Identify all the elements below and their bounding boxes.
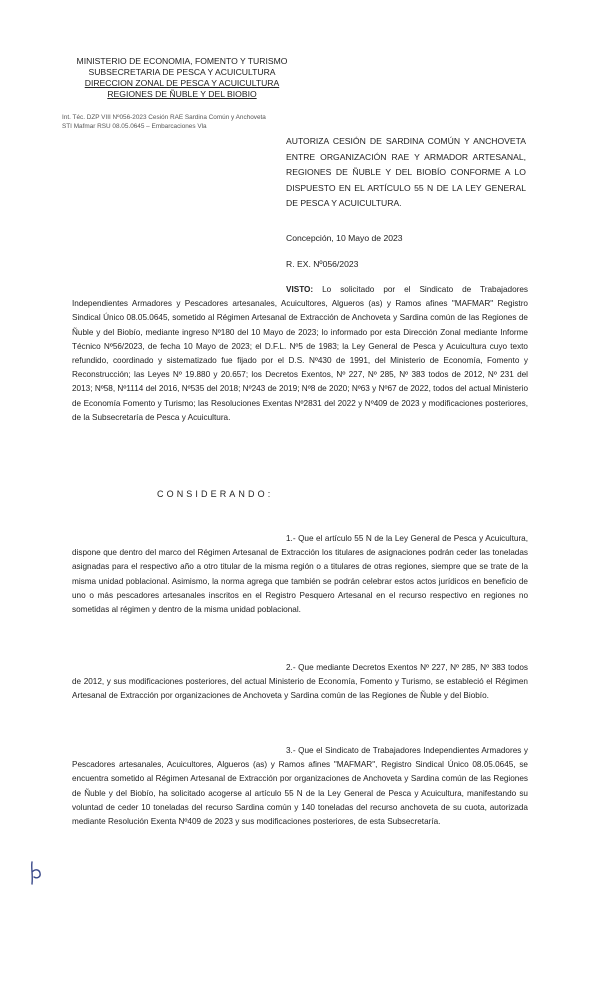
reference-line: Int. Téc. DZP VIII Nº056-2023 Cesión RAE Sardina Común y Anchoveta (62, 114, 266, 121)
place-date: Concepción, 10 Mayo de 2023 (286, 233, 403, 243)
visto-lead: VISTO: (286, 285, 314, 294)
letterhead (62, 56, 302, 100)
visto-paragraph (72, 283, 528, 425)
reference-line: STI Mafmar RSU 08.05.0645 – Embarcaciones Vla (62, 123, 207, 130)
considerando-paragraph-3: 3.- Que el Sindicato de Trabajadores Independientes Armadores y Pescadores artesanales, Acuicultores, Algueros (as) y Ramos afines "MAFMAR", Registro Sindical Único 08.05.0645, se encuentra sometido al Régimen Artesanal de Extracción por organizaciones de Anchoveta y Sardina común de las Regiones de Ñuble y del Biobío, ha solicitado acogerse al artículo 55 N de la Ley General de Pesca y Acuicultura, manifestando su voluntad de ceder 10 toneladas del recurso Sardina común y 140 toneladas del recurso anchoveta de su cuota, autorizada mediante Resolución Exenta Nº409 de 2023 y sus modificaciones posteriores, de esta Subsecretaría. (72, 746, 528, 827)
handwritten-initials (28, 860, 46, 886)
reference-note (62, 113, 312, 131)
letterhead-ministry: MINISTERIO DE ECONOMIA, FOMENTO Y TURISMO (76, 56, 288, 66)
letterhead-zonal-direction: DIRECCION ZONAL DE PESCA Y ACUICULTURA (84, 78, 280, 88)
resolution-number: R. EX. Nº056/2023 (286, 259, 359, 269)
considerando-heading: CONSIDERANDO: (157, 489, 274, 499)
resolution-title: AUTORIZA CESIÓN DE SARDINA COMÚN Y ANCHOVETA ENTRE ORGANIZACIÓN RAE Y ARMADOR ARTESANAL, REGIONES DE ÑUBLE Y DEL BIOBÍO CONFORME A LO DISPUESTO EN EL ARTÍCULO 55 N DE LA LEY GENERAL DE PESCA Y ACUICULTURA. (286, 136, 526, 209)
considerando-paragraph-1: 1.- Que el artículo 55 N de la Ley General de Pesca y Acuicultura, dispone que dentro del marco del Régimen Artesanal de Extracción los titulares de asignaciones podrán ceder las toneladas asignadas para el respectivo año a otro titular de la misma región o a titulares de otras regiones, siempre que se trate de la misma unidad poblacional. Asimismo, la norma agrega que también se podrán celebrar estos actos jurídicos en beneficio de uno o más pescadores artesanales inscritos en el Registro Pesquero Artesanal en el recurso respectivo en regiones no sometidas al régimen y dentro de la misma unidad poblacional. (72, 534, 528, 615)
letterhead-subsecretary: SUBSECRETARIA DE PESCA Y ACUICULTURA (88, 67, 276, 77)
letterhead-regions: REGIONES DE ÑUBLE Y DEL BIOBIO (107, 89, 257, 99)
visto-text: Lo solicitado por el Sindicato de Trabajadores Independientes Armadores y Pescadores artesanales, Acuicultores, Algueros (as) y Ramos afines "MAFMAR" Registro Sindical Único 08.05.0645, sometido al Régimen Artesanal de Extracción de Anchoveta y Sardina común de las Regiones de Ñuble y del Biobío, mediante ingreso Nº180 del 10 Mayo de 2023; lo informado por esta Dirección Zonal mediante Informe Técnico Nº56/2023, de fecha 10 Mayo de 2023; el D.F.L. Nº5 de 1983; la Ley General de Pesca y Acuicultura cuyo texto refundido, coordinado y sistematizado fue fijado por el D.S. Nº430 de 1991, del Ministerio de Economía, Fomento y Reconstrucción; las Leyes Nº 19.880 y 20.657; los Decretos Exentos, Nº 227, Nº 285, Nº 383 todos de 2012, Nº 231 del 2013; Nº58, Nº1114 del 2016, Nº535 del 2018; Nº243 de 2019; Nº8 de 2020; Nº63 y Nº67 de 2022, todos del actual Ministerio de Economía Fomento y Turismo; las Resoluciones Exentas Nº2831 del 2022 y Nº409 de 2023 y modificaciones posteriores, de la Subsecretaría de Pesca y Acuicultura. (72, 285, 528, 422)
considerando-paragraph-2: 2.- Que mediante Decretos Exentos Nº 227, Nº 285, Nº 383 todos de 2012, y sus modificaciones posteriores, del actual Ministerio de Economía, Fomento y Turismo, se estableció el Régimen Artesanal de Extracción por organizaciones de Anchoveta y Sardina común de las Regiones de Ñuble y del Biobío. (72, 663, 528, 701)
initials-stroke (32, 862, 40, 884)
